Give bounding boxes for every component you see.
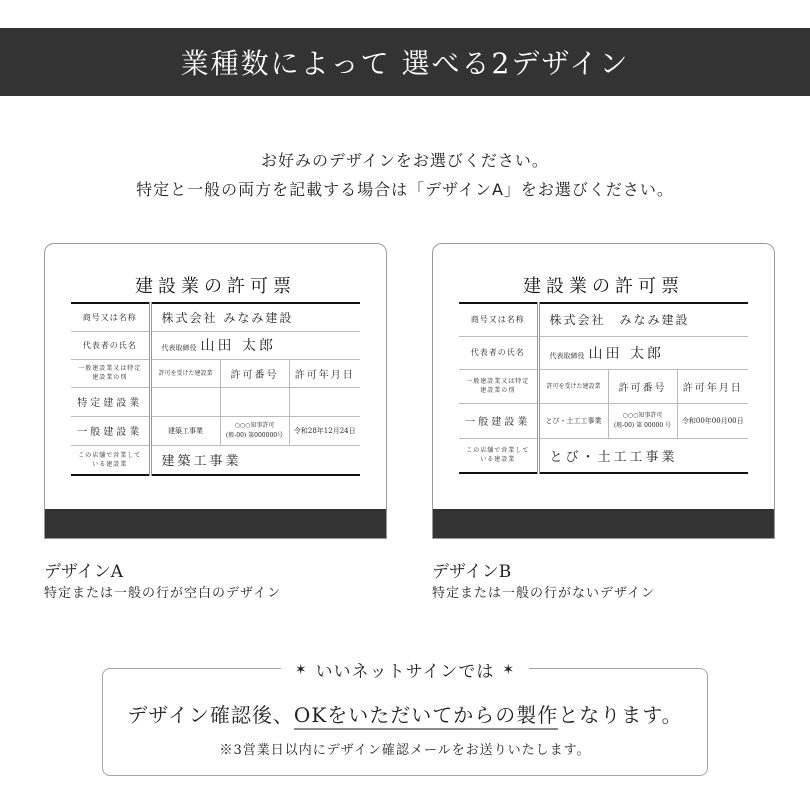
notice-main-post: となります。 xyxy=(558,703,683,727)
company-value: 株式会社 みなみ建設 xyxy=(150,303,360,331)
rep-value xyxy=(538,336,748,369)
row-industry xyxy=(150,387,220,416)
row-label-tokutei: 特定建設業 xyxy=(71,387,150,416)
design-b-description: 特定または一般の行がないデザイン xyxy=(432,586,656,601)
design-a-card[interactable] xyxy=(44,243,387,539)
permit-sign-a xyxy=(71,272,360,476)
sparkle-icon: ✶ xyxy=(294,661,308,678)
permit-title: 建設業の許可票 xyxy=(523,276,684,297)
rep-label: 代表者の氏名 xyxy=(71,331,150,359)
row-number xyxy=(220,416,289,445)
store-label: この店舗で営業している建設業 xyxy=(71,445,150,475)
col-number: 許可番号 xyxy=(608,369,677,403)
notice-box xyxy=(102,661,708,776)
banner-title: 業種数によって 選べる2デザイン xyxy=(180,47,630,80)
design-b-caption: デザインB xyxy=(432,562,512,582)
row-label-ippan: 一般建設業 xyxy=(459,403,538,438)
notice-main-pre: デザイン確認後、 xyxy=(127,703,294,727)
design-a-description: 特定または一般の行が空白のデザイン xyxy=(44,586,282,601)
row-label-ippan: 一般建設業 xyxy=(71,416,150,445)
design-b-card[interactable] xyxy=(432,243,775,539)
store-value: とび・土工工事業 xyxy=(549,449,678,465)
company-label: 商号又は名称 xyxy=(459,303,538,336)
store-value: 建築工事業 xyxy=(161,454,242,470)
col-number: 許可番号 xyxy=(220,359,289,387)
store-label: この店舗で営業している建設業 xyxy=(459,438,538,473)
sparkle-icon: ✶ xyxy=(502,661,516,678)
rep-name: 山田 太郎 xyxy=(200,338,276,354)
intro-line-2: 特定と一般の両方を記載する場合は「デザインA」をお選びください。 xyxy=(136,180,674,199)
row-date xyxy=(289,387,360,416)
rep-name: 山田 太郎 xyxy=(588,345,664,362)
type-label: 一般建設業又は特定建設業の別 xyxy=(71,359,150,387)
row-industry: とび・土工工事業 xyxy=(538,403,608,438)
col-industry: 許可を受けた建設業 xyxy=(150,359,220,387)
row-date: 令和28年12月24日 xyxy=(289,416,360,445)
rep-title: 代表取締役 xyxy=(161,344,197,352)
col-industry: 許可を受けた建設業 xyxy=(538,369,608,403)
row-number xyxy=(608,403,677,438)
intro-line-1: お好みのデザインをお選びください。 xyxy=(261,151,549,170)
permit-title: 建設業の許可票 xyxy=(135,276,296,297)
notice-legend-text: いいネットサインでは xyxy=(315,662,495,682)
company-value: 株式会社 みなみ建設 xyxy=(538,303,748,336)
intro-text xyxy=(0,146,810,204)
col-date: 許可年月日 xyxy=(677,369,748,403)
row-industry: 建築工事業 xyxy=(150,416,220,445)
type-label: 一般建設業又は特定建設業の別 xyxy=(459,369,538,403)
rep-value xyxy=(150,331,360,359)
row-date: 令和00年00月00日 xyxy=(677,403,748,438)
row-number xyxy=(220,387,289,416)
company-label: 商号又は名称 xyxy=(71,303,150,331)
card-base-bar xyxy=(45,509,386,538)
col-date: 許可年月日 xyxy=(289,359,360,387)
notice-main-underlined: OKをいただいてからの製作 xyxy=(294,703,558,730)
header-banner xyxy=(0,28,810,96)
notice-main-text xyxy=(103,699,707,728)
design-a-caption: デザインA xyxy=(44,562,124,582)
number-line-1: ○○○知事許可 xyxy=(622,411,663,419)
permit-table xyxy=(71,302,360,476)
card-base-bar xyxy=(433,509,774,538)
number-line-2: (般-00) 第 00000 号 xyxy=(613,421,672,429)
rep-label: 代表者の氏名 xyxy=(459,336,538,369)
notice-sub-text: ※3営業日以内にデザイン確認メールをお送りいたします。 xyxy=(219,743,591,758)
number-line-2: (般-00) 第000000号 xyxy=(225,431,284,439)
permit-sign-b xyxy=(459,272,748,474)
notice-legend xyxy=(281,657,529,682)
number-line-1: ○○○知事許可 xyxy=(234,421,275,429)
permit-table xyxy=(459,302,748,474)
rep-title: 代表取締役 xyxy=(549,351,585,360)
